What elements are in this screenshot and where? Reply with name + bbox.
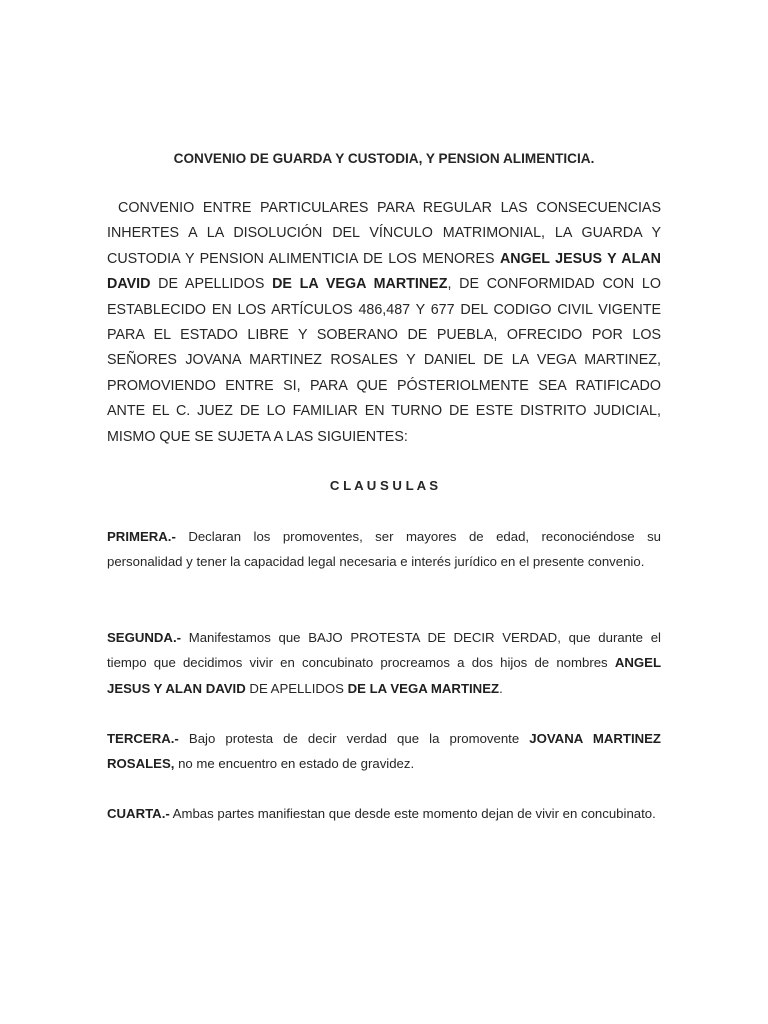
intro-text-2: DE APELLIDOS (150, 276, 273, 293)
clause-segunda-label: SEGUNDA.- (107, 630, 181, 645)
intro-paragraph (107, 196, 661, 450)
intro-surnames: DE LA VEGA MARTINEZ (272, 276, 448, 293)
clause-cuarta-label: CUARTA.- (107, 806, 170, 821)
clause-segunda-text-1: Manifestamos que BAJO PROTESTA DE DECIR VERDAD, que durante el tiempo que decidimos vivir en concubinato procreamos a dos hijos de nombres (107, 630, 661, 671)
clause-tercera-label: TERCERA.- (107, 731, 179, 746)
intro-text-1: CONVENIO ENTRE PARTICULARES PARA REGULAR LAS CONSECUENCIAS INHERTES A LA DISOLUCIÓN DEL VÍNCULO MATRIMONIAL, LA GUARDA Y CUSTODIA Y PENSION ALIMENTICIA DE LOS MENORES (107, 200, 661, 267)
clause-segunda-surnames: DE LA VEGA MARTINEZ (347, 680, 500, 696)
clause-cuarta-text: Ambas partes manifiestan que desde este momento dejan de vivir en concubinato. (169, 806, 656, 821)
clause-segunda-text-3: . (499, 680, 503, 696)
clause-segunda (107, 625, 661, 701)
clause-tercera-text-2: no me encuentro en estado de gravidez. (174, 756, 415, 772)
clause-tercera-name: JOVANA MARTINEZ ROSALES, (107, 731, 661, 772)
clause-primera-text: Declaran los promoventes, ser mayores de edad, reconociéndose su personalidad y tener la capacidad legal necesaria e interés jurídico en el presente convenio. (107, 529, 661, 570)
intro-minors-names: ANGEL JESUS Y ALAN DAVID (107, 250, 661, 293)
clausulas-heading: C L A U S U L A S (329, 478, 439, 493)
clause-primera (107, 524, 661, 575)
clause-segunda-names: ANGEL JESUS Y ALAN DAVID (107, 655, 661, 696)
document-title: CONVENIO DE GUARDA Y CUSTODIA, Y PENSION ALIMENTICIA. (173, 151, 595, 166)
clause-cuarta (107, 801, 661, 826)
clause-segunda-text-2: DE APELLIDOS (245, 680, 348, 696)
clause-primera-label: PRIMERA.- (107, 529, 176, 544)
intro-text-3: , DE CONFORMIDAD CON LO ESTABLECIDO EN LOS ARTÍCULOS 486,487 Y 677 DEL CODIGO CIVIL VIGENTE PARA EL ESTADO LIBRE Y SOBERANO DE PUEBLA, OFRECIDO POR LOS SEÑORES JOVANA MARTINEZ ROSALES Y DANIEL DE LA VEGA MARTINEZ, PROMOVIENDO ENTRE SI, PARA QUE PÓSTERIOLMENTE SEA RATIFICADO ANTE EL C. JUEZ DE LO FAMILIAR EN TURNO DE ESTE DISTRITO JUDICIAL, MISMO QUE SE SUJETA A LAS SIGUIENTES: (107, 276, 661, 445)
clause-tercera (107, 726, 661, 777)
clause-tercera-text-1: Bajo protesta de decir verdad que la promovente (178, 731, 530, 746)
